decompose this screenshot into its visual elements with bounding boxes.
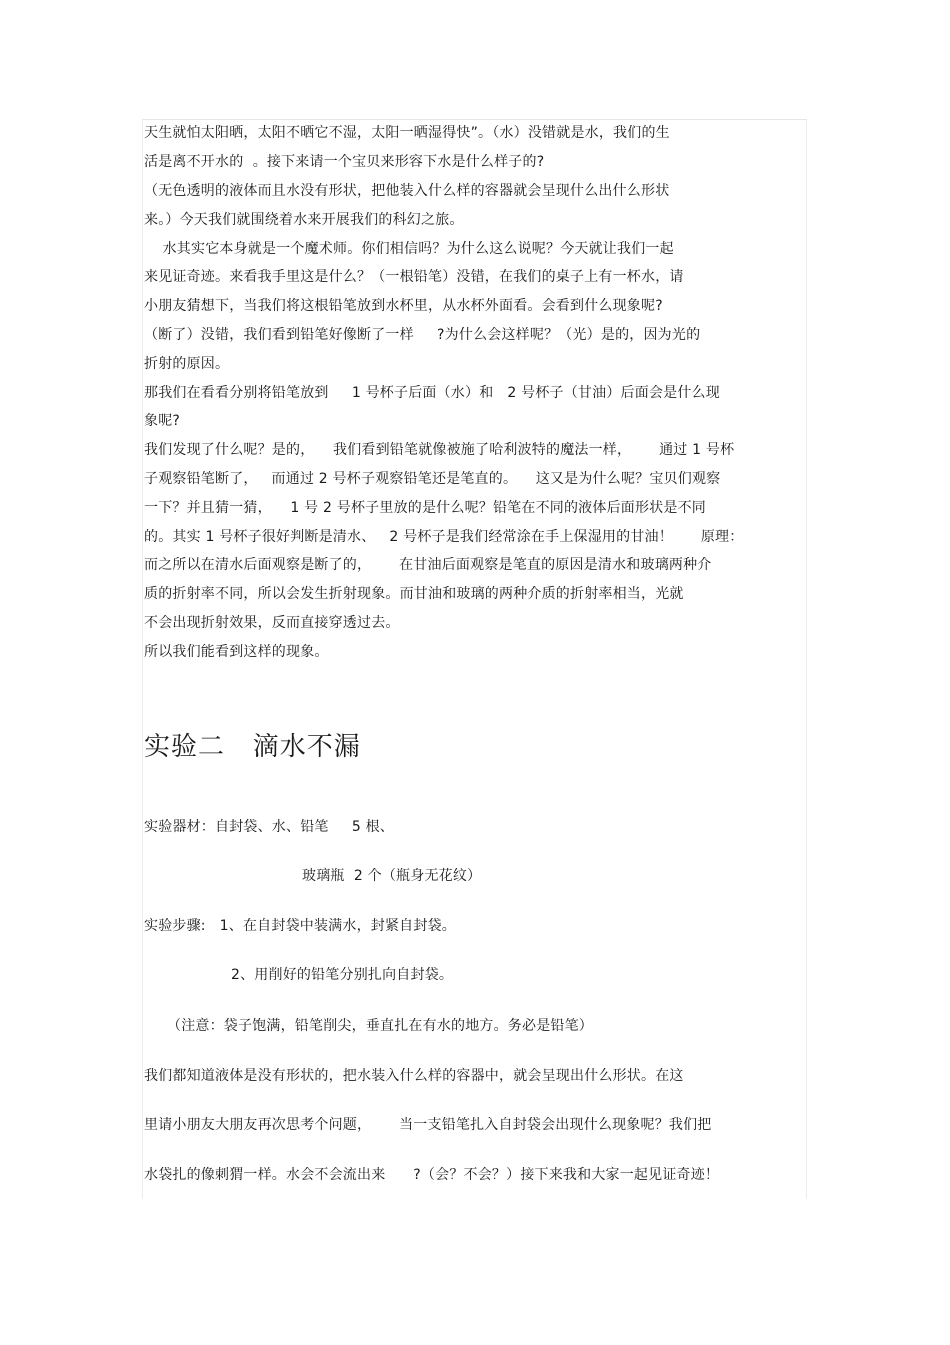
- text-line: 水其实它本身就是一个魔术师。你们相信吗？为什么这么说呢？今天就让我们一起: [144, 241, 674, 257]
- steps-line-2: 2、用削好的铅笔分别扎向自封袋。: [231, 967, 454, 983]
- text-line: （无色透明的液体而且水没有形状，把他装入什么样的容器就会呈现什么出什么形状: [144, 183, 670, 199]
- note-line: （注意：袋子饱满，铅笔削尖，垂直扎在有水的地方。务必是铅笔）: [167, 1018, 593, 1034]
- text-line: 一下？并且猜一猜， 1 号 2 号杯子里放的是什么呢？铅笔在不同的液体后面形状是不同: [144, 500, 706, 516]
- materials-line-2: 玻璃瓶 2 个（瓶身无花纹）: [302, 868, 482, 884]
- text-line: 活是离不开水的 。接下来请一个宝贝来形容下水是什么样子的?: [144, 154, 545, 170]
- text-line: 所以我们能看到这样的现象。: [144, 644, 329, 660]
- text-line: 我们发现了什么呢？是的， 我们看到铅笔就像被施了哈利波特的魔法一样， 通过 1 号杯: [144, 442, 735, 458]
- text-line: 里请小朋友大朋友再次思考个问题， 当一支铅笔扎入自封袋会出现什么现象呢？我们把: [144, 1117, 712, 1133]
- section-heading: 实验二 滴水不漏: [144, 732, 361, 762]
- text-line: 子观察铅笔断了， 而通过 2 号杯子观察铅笔还是笔直的。 这又是为什么呢？宝贝们观察: [144, 471, 721, 487]
- text-line: （断了）没错，我们看到铅笔好像断了一样 ?为什么会这样呢？（光）是的，因为光的: [144, 327, 701, 343]
- text-line: 小朋友猜想下，当我们将这根铅笔放到水杯里，从水杯外面看。会看到什么现象呢?: [144, 298, 663, 314]
- text-line: 天生就怕太阳晒，太阳不晒它不湿，太阳一晒湿得快”。（水）没错就是水，我们的生: [144, 125, 670, 141]
- text-line: 来。）今天我们就围绕着水来开展我们的科幻之旅。: [144, 212, 464, 228]
- text-line: 那我们在看看分别将铅笔放到 1 号杯子后面（水）和 2 号杯子（甘油）后面会是什么现: [144, 385, 720, 401]
- text-line: 水袋扎的像刺猬一样。水会不会流出来 ?（会？不会？）接下来我和大家一起见证奇迹！: [144, 1167, 720, 1183]
- text-line: 折射的原因。: [144, 356, 230, 372]
- text-line: 的。其实 1 号杯子很好判断是清水、 2 号杯子是我们经常涂在手上保湿用的甘油！ 原理：: [144, 529, 744, 545]
- steps-line-1: 实验步骤: 1、在自封袋中装满水，封紧自封袋。: [144, 918, 456, 934]
- text-line: 我们都知道液体是没有形状的，把水装入什么样的容器中，就会呈现出什么形状。在这: [144, 1068, 684, 1084]
- materials-line: 实验器材：自封袋、水、铅笔 5 根、: [144, 819, 395, 835]
- text-line: 来见证奇迹。来看我手里这是什么？（一根铅笔）没错，在我们的桌子上有一杯水，请: [144, 269, 684, 285]
- text-line: 不会出现折射效果，反而直接穿透过去。: [144, 615, 400, 631]
- text-line: 象呢?: [144, 413, 181, 429]
- text-line: 而之所以在清水后面观察是断了的， 在甘油后面观察是笔直的原因是清水和玻璃两种介: [144, 557, 712, 573]
- text-line: 质的折射率不同，所以会发生折射现象。而甘油和玻璃的两种介质的折射率相当，光就: [144, 586, 684, 602]
